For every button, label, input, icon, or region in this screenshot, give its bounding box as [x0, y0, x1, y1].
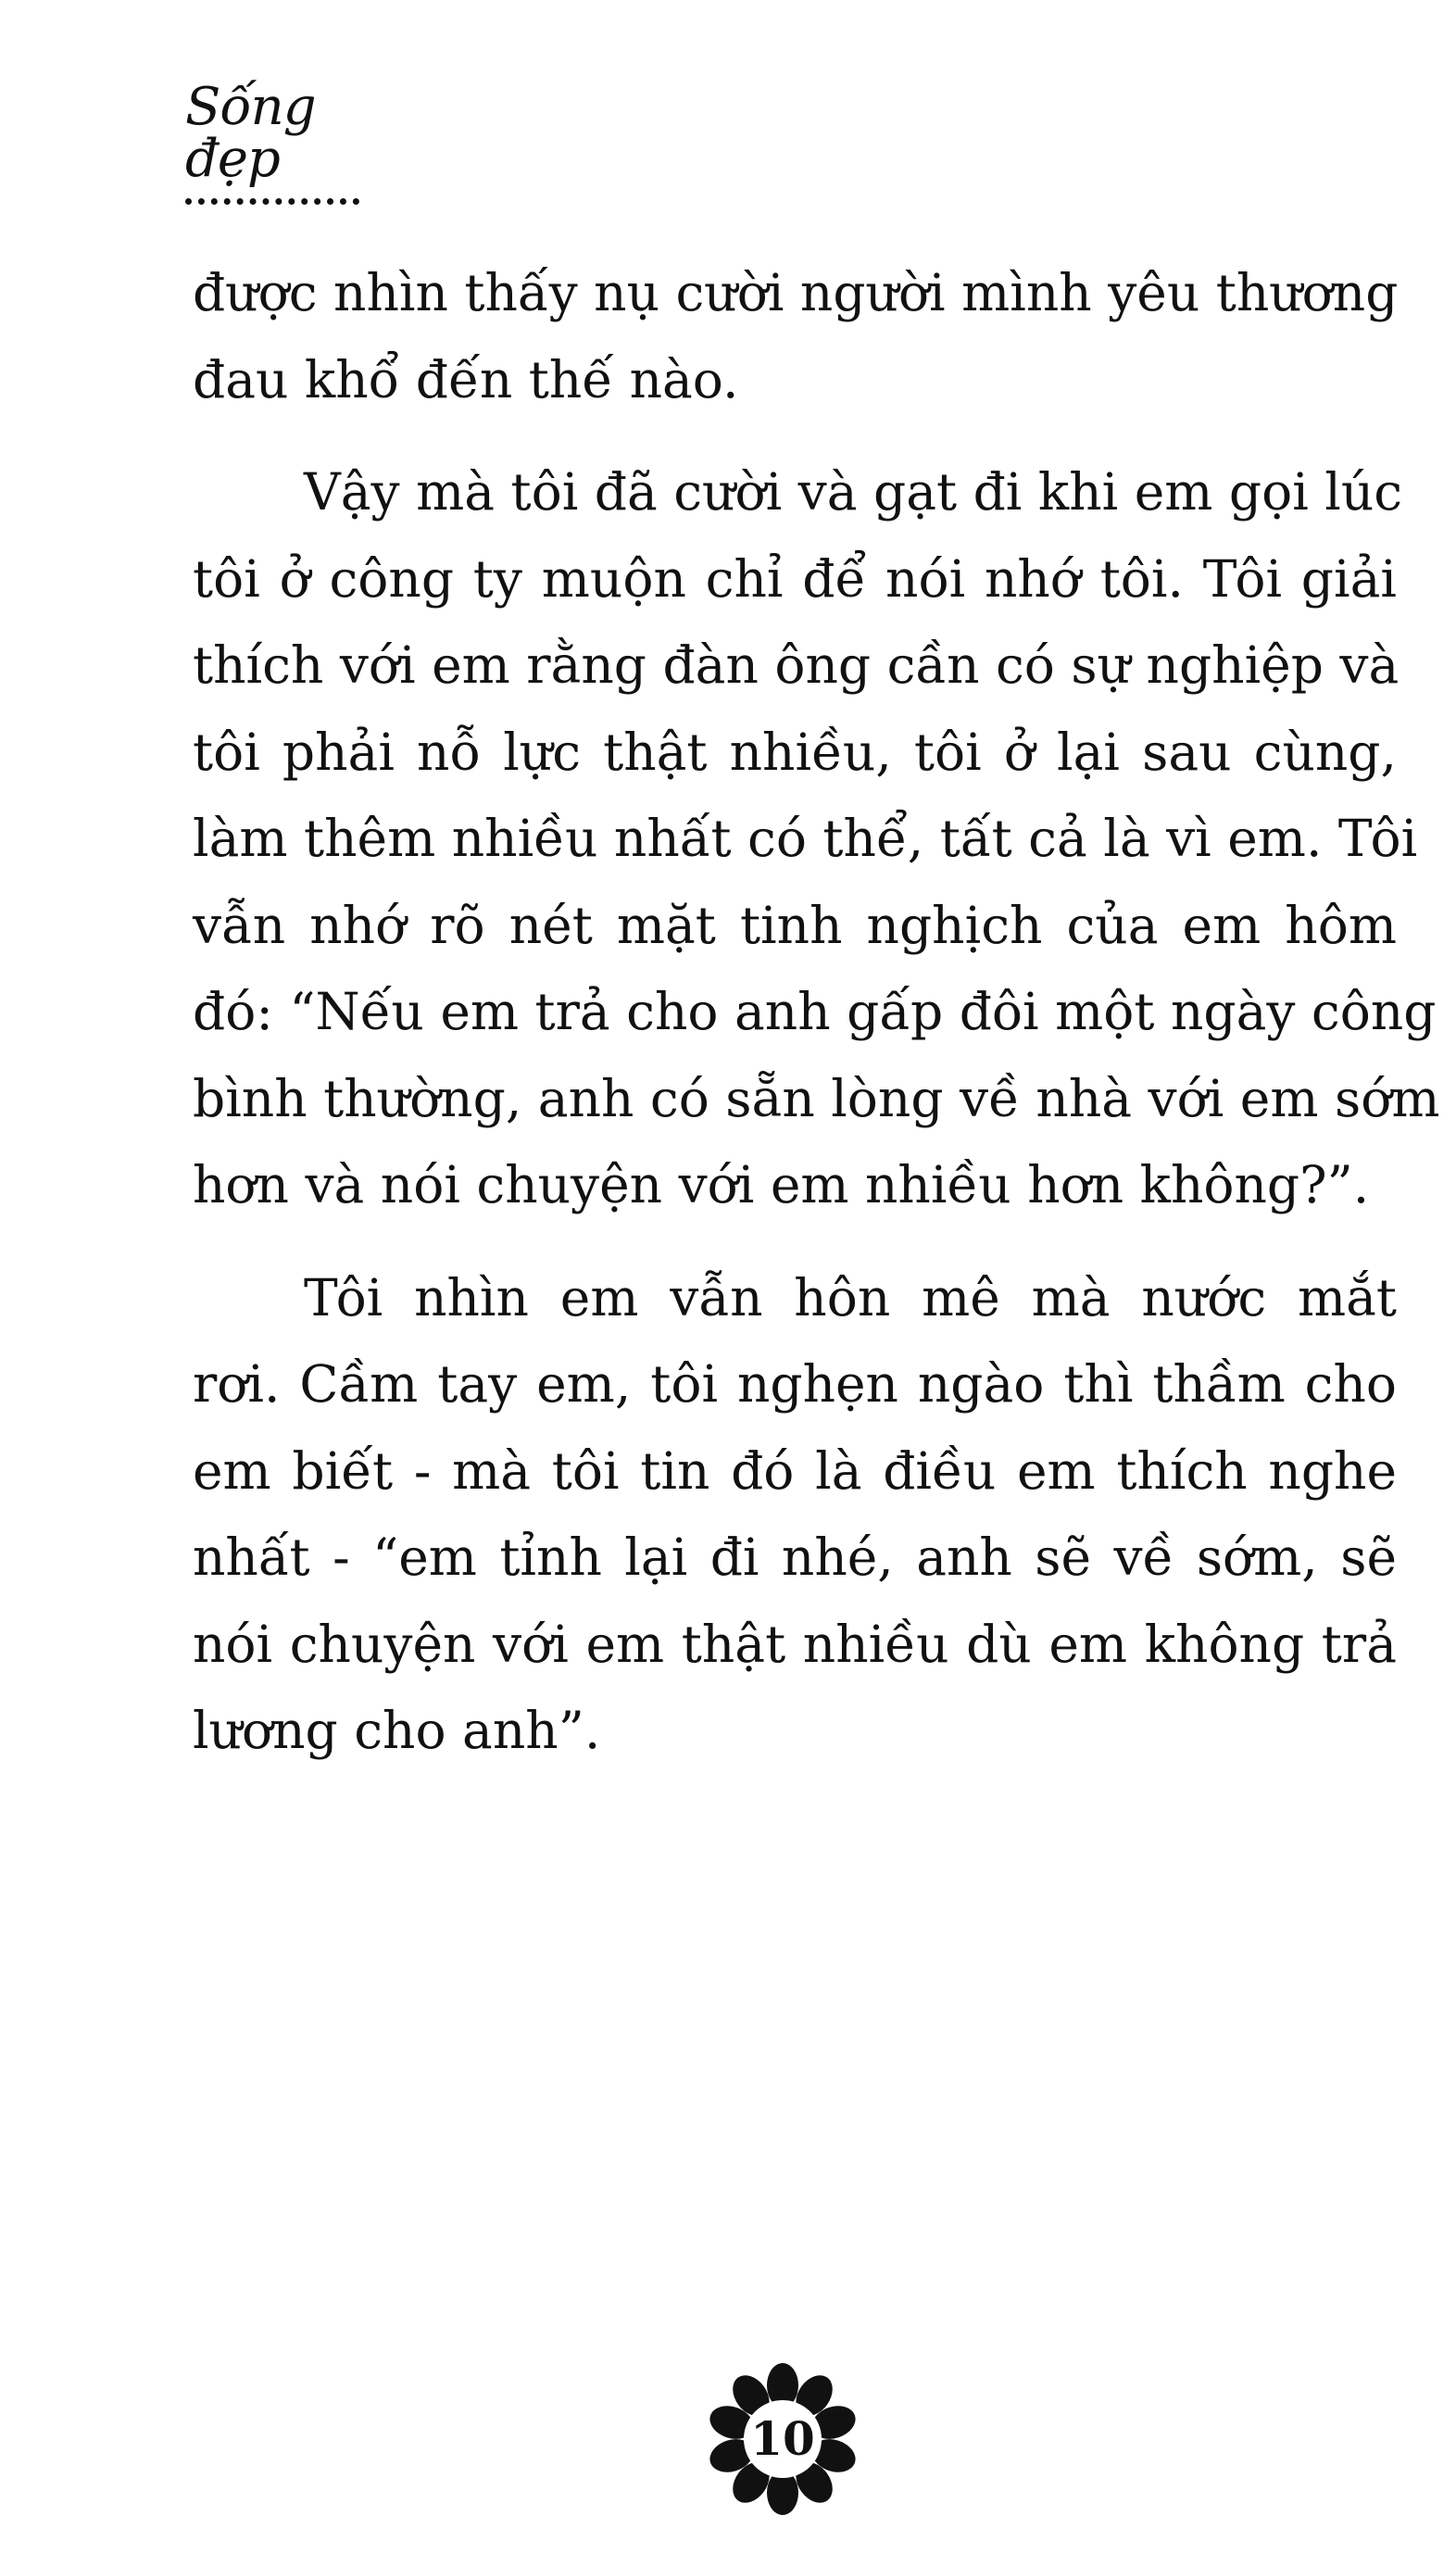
paragraph-3: [193, 1255, 1397, 1775]
text-line: lương cho anh”.: [193, 1701, 601, 1760]
header-dotted-underline: [185, 191, 359, 205]
page-number-badge: [704, 2360, 861, 2518]
running-header: [185, 77, 389, 189]
text-line: Vậy mà tôi đã cười và gạt đi khi em gọi lúc: [304, 462, 1403, 522]
text-line: tôi phải nỗ lực thật nhiều, tôi ở lại sau cùng,: [193, 722, 1397, 782]
text-line: tôi ở công ty muộn chỉ để nói nhớ tôi. Tôi giải: [193, 548, 1397, 609]
text-line: thích với em rằng đàn ông cần có sự nghiệp và: [193, 635, 1400, 695]
text-line: làm thêm nhiều nhất có thể, tất cả là vì em. Tôi: [193, 809, 1418, 868]
text-line: hơn và nói chuyện với em nhiều hơn không?”.: [193, 1155, 1370, 1214]
text-line: bình thường, anh có sẵn lòng về nhà với em sớm: [193, 1068, 1440, 1128]
text-line: Tôi nhìn em vẫn hôn mê mà nước mắt: [304, 1267, 1397, 1327]
body-text: [193, 250, 1440, 1775]
text-line: vẫn nhớ rõ nét mặt tinh nghịch của em hôm: [193, 895, 1397, 955]
text-line: em biết - mà tôi tin đó là điều em thích nghe: [193, 1440, 1397, 1501]
page-number: 10: [750, 2411, 815, 2466]
text-line: được nhìn thấy nụ cười người mình yêu thương: [193, 263, 1399, 322]
text-line: đau khổ đến thế nào.: [193, 349, 739, 409]
paragraph-2: [193, 449, 1440, 1229]
paragraph-1: [193, 250, 1397, 423]
text-line: nói chuyện với em thật nhiều dù em không trả: [193, 1614, 1397, 1674]
text-line: nhất - “em tỉnh lại đi nhé, anh sẽ về sớm, sẽ: [193, 1528, 1397, 1587]
text-line: rơi. Cầm tay em, tôi nghẹn ngào thì thầm cho: [193, 1354, 1397, 1414]
text-line: đó: “Nếu em trả cho anh gấp đôi một ngày công: [193, 982, 1437, 1041]
header-title: Sống đẹp: [185, 77, 316, 189]
